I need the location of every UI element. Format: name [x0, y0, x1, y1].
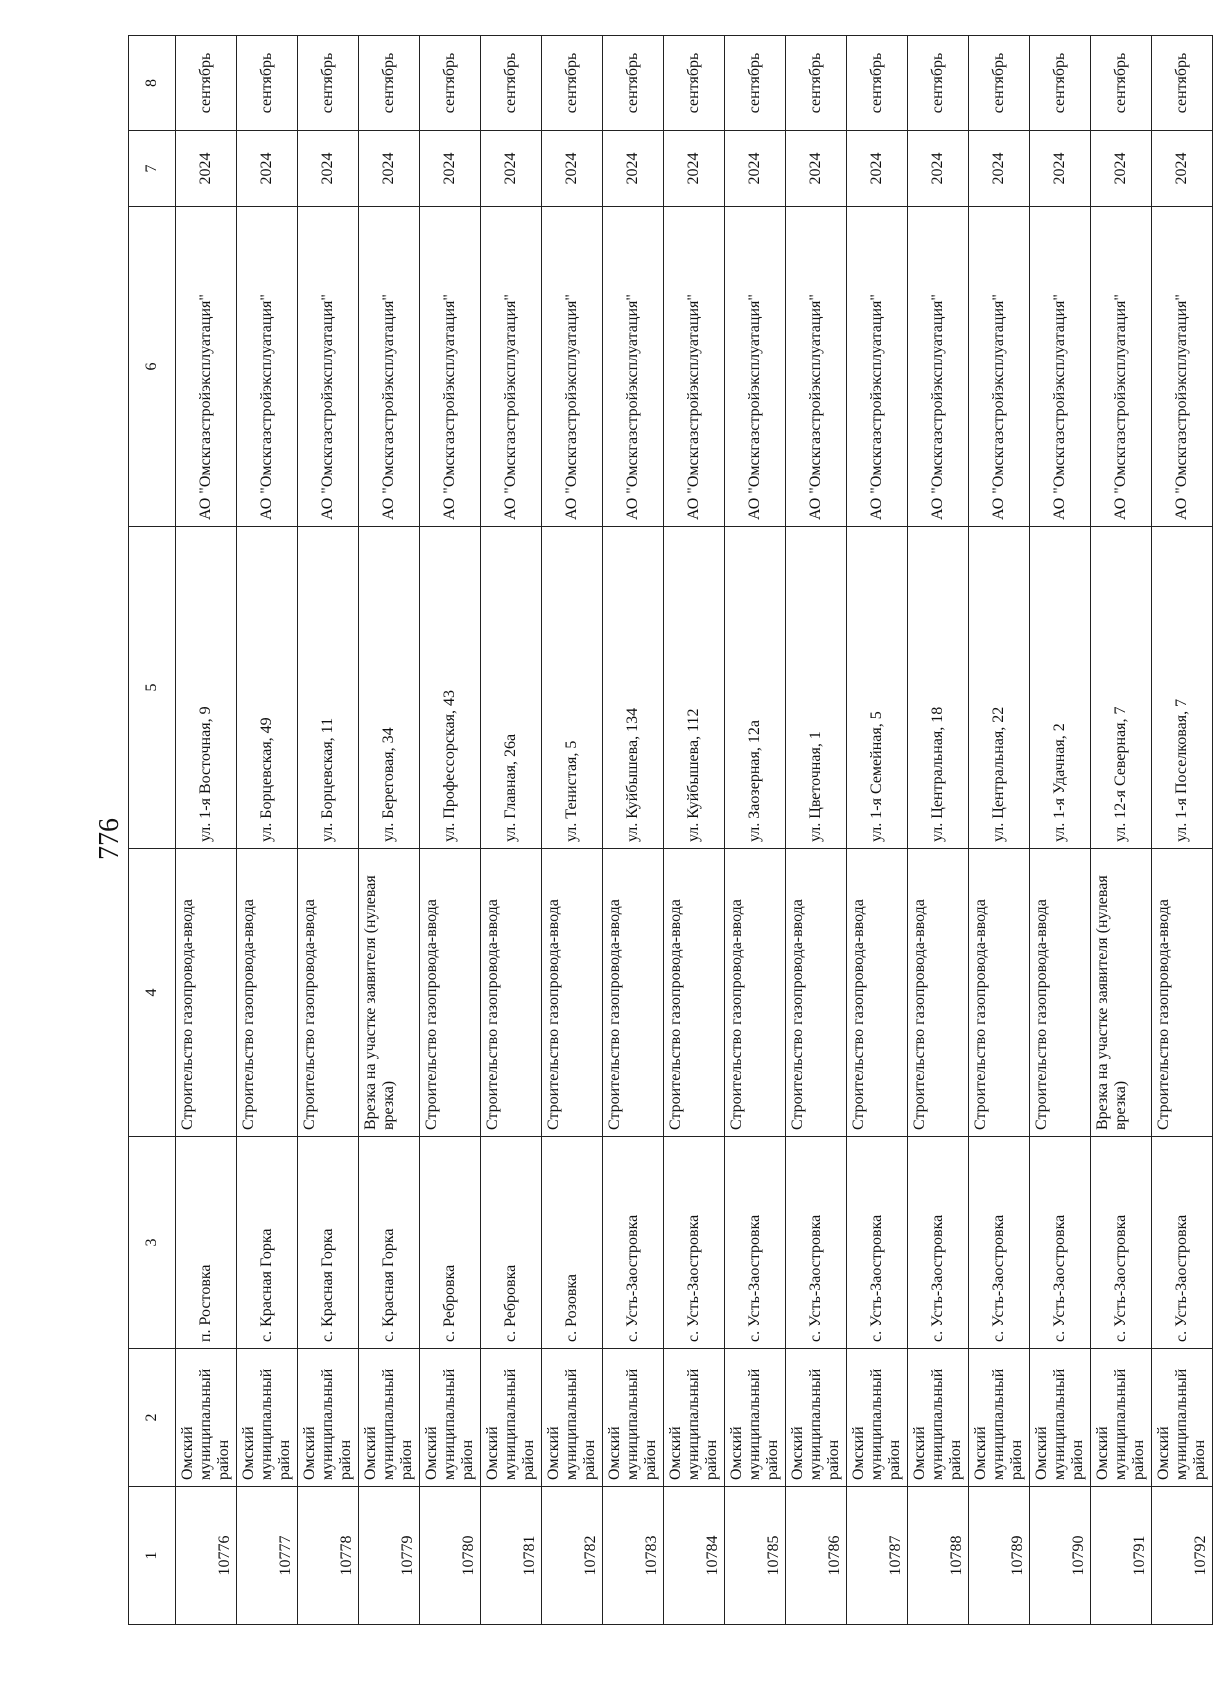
column-header-8: 8 [129, 36, 176, 131]
work-type-cell: Врезка на участке заявителя (нулевая врезка) [359, 849, 420, 1137]
month-cell: сентябрь [298, 36, 359, 131]
rotated-table-container [128, 36, 1209, 1625]
work-type-cell: Строительство газопровода-ввода [542, 849, 603, 1137]
column-header-7: 7 [129, 131, 176, 207]
organization-cell: АО "Омскгазстройэксплуатация" [237, 207, 298, 527]
year-cell: 2024 [298, 131, 359, 207]
address-cell: ул. Береговая, 34 [359, 527, 420, 849]
work-type-cell: Врезка на участке заявителя (нулевая врезка) [1091, 849, 1152, 1137]
row-number-cell: 10779 [359, 1487, 420, 1625]
month-cell: сентябрь [664, 36, 725, 131]
address-cell: ул. 1-я Поселковая, 7 [1152, 527, 1213, 849]
work-type-cell: Строительство газопровода-ввода [176, 849, 237, 1137]
address-cell: ул. Тенистая, 5 [542, 527, 603, 849]
organization-cell: АО "Омскгазстройэксплуатация" [1030, 207, 1091, 527]
settlement-cell: с. Усть-Заостровка [1030, 1137, 1091, 1349]
address-cell: ул. Профессорская, 43 [420, 527, 481, 849]
work-type-cell: Строительство газопровода-ввода [1152, 849, 1213, 1137]
month-cell: сентябрь [603, 36, 664, 131]
work-type-cell: Строительство газопровода-ввода [847, 849, 908, 1137]
column-header-2: 2 [129, 1349, 176, 1487]
district-cell: Омский муниципальный район [298, 1349, 359, 1487]
settlement-cell: с. Розовка [542, 1137, 603, 1349]
work-type-cell: Строительство газопровода-ввода [298, 849, 359, 1137]
table-row [908, 36, 969, 1625]
district-cell: Омский муниципальный район [725, 1349, 786, 1487]
district-cell: Омский муниципальный район [786, 1349, 847, 1487]
month-cell: сентябрь [908, 36, 969, 131]
month-cell: сентябрь [420, 36, 481, 131]
month-cell: сентябрь [1091, 36, 1152, 131]
row-number-cell: 10785 [725, 1487, 786, 1625]
table-row [847, 36, 908, 1625]
year-cell: 2024 [603, 131, 664, 207]
month-cell: сентябрь [847, 36, 908, 131]
work-type-cell: Строительство газопровода-ввода [908, 849, 969, 1137]
table-row [420, 36, 481, 1625]
year-cell: 2024 [542, 131, 603, 207]
district-cell: Омский муниципальный район [176, 1349, 237, 1487]
district-cell: Омский муниципальный район [481, 1349, 542, 1487]
work-type-cell: Строительство газопровода-ввода [786, 849, 847, 1137]
row-number-cell: 10787 [847, 1487, 908, 1625]
year-cell: 2024 [969, 131, 1030, 207]
settlement-cell: с. Ребровка [481, 1137, 542, 1349]
year-cell: 2024 [1030, 131, 1091, 207]
work-type-cell: Строительство газопровода-ввода [603, 849, 664, 1137]
column-header-5: 5 [129, 527, 176, 849]
column-header-6: 6 [129, 207, 176, 527]
district-cell: Омский муниципальный район [542, 1349, 603, 1487]
address-cell: ул. Главная, 26а [481, 527, 542, 849]
settlement-cell: с. Усть-Заостровка [664, 1137, 725, 1349]
year-cell: 2024 [786, 131, 847, 207]
row-number-cell: 10777 [237, 1487, 298, 1625]
organization-cell: АО "Омскгазстройэксплуатация" [481, 207, 542, 527]
row-number-cell: 10783 [603, 1487, 664, 1625]
year-cell: 2024 [481, 131, 542, 207]
district-cell: Омский муниципальный район [908, 1349, 969, 1487]
settlement-cell: с. Усть-Заостровка [1091, 1137, 1152, 1349]
district-cell: Омский муниципальный район [847, 1349, 908, 1487]
organization-cell: АО "Омскгазстройэксплуатация" [542, 207, 603, 527]
address-cell: ул. 1-я Удачная, 2 [1030, 527, 1091, 849]
settlement-cell: с. Красная Горка [359, 1137, 420, 1349]
settlement-cell: с. Усть-Заостровка [786, 1137, 847, 1349]
settlement-cell: с. Усть-Заостровка [847, 1137, 908, 1349]
address-cell: ул. Куйбышева, 134 [603, 527, 664, 849]
table-row [542, 36, 603, 1625]
year-cell: 2024 [725, 131, 786, 207]
table-row [603, 36, 664, 1625]
table-row [298, 36, 359, 1625]
month-cell: сентябрь [481, 36, 542, 131]
table-row [1030, 36, 1091, 1625]
address-cell: ул. Центральная, 22 [969, 527, 1030, 849]
month-cell: сентябрь [237, 36, 298, 131]
table-row [725, 36, 786, 1625]
year-cell: 2024 [847, 131, 908, 207]
district-cell: Омский муниципальный район [359, 1349, 420, 1487]
address-cell: ул. Заозерная, 12а [725, 527, 786, 849]
work-type-cell: Строительство газопровода-ввода [664, 849, 725, 1137]
table-row [481, 36, 542, 1625]
month-cell: сентябрь [969, 36, 1030, 131]
year-cell: 2024 [237, 131, 298, 207]
month-cell: сентябрь [725, 36, 786, 131]
work-type-cell: Строительство газопровода-ввода [969, 849, 1030, 1137]
column-header-3: 3 [129, 1137, 176, 1349]
address-cell: ул. 1-я Семейная, 5 [847, 527, 908, 849]
organization-cell: АО "Омскгазстройэксплуатация" [847, 207, 908, 527]
table-row [664, 36, 725, 1625]
year-cell: 2024 [1091, 131, 1152, 207]
table-row [1091, 36, 1152, 1625]
table-row [237, 36, 298, 1625]
table-row [786, 36, 847, 1625]
organization-cell: АО "Омскгазстройэксплуатация" [603, 207, 664, 527]
row-number-cell: 10776 [176, 1487, 237, 1625]
page-number: 776 [94, 818, 125, 860]
year-cell: 2024 [176, 131, 237, 207]
settlement-cell: с. Ребровка [420, 1137, 481, 1349]
work-type-cell: Строительство газопровода-ввода [1030, 849, 1091, 1137]
settlement-cell: с. Усть-Заостровка [603, 1137, 664, 1349]
organization-cell: АО "Омскгазстройэксплуатация" [420, 207, 481, 527]
district-cell: Омский муниципальный район [1091, 1349, 1152, 1487]
organization-cell: АО "Омскгазстройэксплуатация" [908, 207, 969, 527]
row-number-cell: 10786 [786, 1487, 847, 1625]
table-row [1152, 36, 1213, 1625]
district-cell: Омский муниципальный район [1030, 1349, 1091, 1487]
year-cell: 2024 [359, 131, 420, 207]
address-cell: ул. 1-я Восточная, 9 [176, 527, 237, 849]
work-type-cell: Строительство газопровода-ввода [237, 849, 298, 1137]
organization-cell: АО "Омскгазстройэксплуатация" [1152, 207, 1213, 527]
settlement-cell: с. Усть-Заостровка [725, 1137, 786, 1349]
table-body [176, 36, 1213, 1625]
district-cell: Омский муниципальный район [664, 1349, 725, 1487]
row-number-cell: 10792 [1152, 1487, 1213, 1625]
month-cell: сентябрь [1152, 36, 1213, 131]
column-header-1: 1 [129, 1487, 176, 1625]
month-cell: сентябрь [176, 36, 237, 131]
organization-cell: АО "Омскгазстройэксплуатация" [359, 207, 420, 527]
work-type-cell: Строительство газопровода-ввода [725, 849, 786, 1137]
year-cell: 2024 [420, 131, 481, 207]
address-cell: ул. Борцевская, 11 [298, 527, 359, 849]
month-cell: сентябрь [786, 36, 847, 131]
month-cell: сентябрь [359, 36, 420, 131]
district-cell: Омский муниципальный район [603, 1349, 664, 1487]
table-header-row [129, 36, 176, 1625]
settlement-cell: с. Усть-Заостровка [1152, 1137, 1213, 1349]
month-cell: сентябрь [542, 36, 603, 131]
month-cell: сентябрь [1030, 36, 1091, 131]
organization-cell: АО "Омскгазстройэксплуатация" [725, 207, 786, 527]
year-cell: 2024 [908, 131, 969, 207]
work-type-cell: Строительство газопровода-ввода [481, 849, 542, 1137]
row-number-cell: 10781 [481, 1487, 542, 1625]
address-cell: ул. Цветочная, 1 [786, 527, 847, 849]
row-number-cell: 10789 [969, 1487, 1030, 1625]
district-cell: Омский муниципальный район [237, 1349, 298, 1487]
table-row [969, 36, 1030, 1625]
district-cell: Омский муниципальный район [1152, 1349, 1213, 1487]
table-row [176, 36, 237, 1625]
row-number-cell: 10788 [908, 1487, 969, 1625]
table-row [359, 36, 420, 1625]
column-header-4: 4 [129, 849, 176, 1137]
settlement-cell: п. Ростовка [176, 1137, 237, 1349]
organization-cell: АО "Омскгазстройэксплуатация" [1091, 207, 1152, 527]
row-number-cell: 10782 [542, 1487, 603, 1625]
organization-cell: АО "Омскгазстройэксплуатация" [176, 207, 237, 527]
address-cell: ул. Куйбышева, 112 [664, 527, 725, 849]
organization-cell: АО "Омскгазстройэксплуатация" [786, 207, 847, 527]
row-number-cell: 10790 [1030, 1487, 1091, 1625]
settlement-cell: с. Красная Горка [298, 1137, 359, 1349]
organization-cell: АО "Омскгазстройэксплуатация" [664, 207, 725, 527]
row-number-cell: 10791 [1091, 1487, 1152, 1625]
settlement-cell: с. Усть-Заостровка [969, 1137, 1030, 1349]
year-cell: 2024 [664, 131, 725, 207]
row-number-cell: 10778 [298, 1487, 359, 1625]
address-cell: ул. Центральная, 18 [908, 527, 969, 849]
district-cell: Омский муниципальный район [969, 1349, 1030, 1487]
settlement-cell: с. Усть-Заостровка [908, 1137, 969, 1349]
row-number-cell: 10784 [664, 1487, 725, 1625]
organization-cell: АО "Омскгазстройэксплуатация" [969, 207, 1030, 527]
address-cell: ул. Борцевская, 49 [237, 527, 298, 849]
district-cell: Омский муниципальный район [420, 1349, 481, 1487]
gas-connection-table [128, 35, 1213, 1625]
settlement-cell: с. Красная Горка [237, 1137, 298, 1349]
row-number-cell: 10780 [420, 1487, 481, 1625]
organization-cell: АО "Омскгазстройэксплуатация" [298, 207, 359, 527]
year-cell: 2024 [1152, 131, 1213, 207]
address-cell: ул. 12-я Северная, 7 [1091, 527, 1152, 849]
work-type-cell: Строительство газопровода-ввода [420, 849, 481, 1137]
